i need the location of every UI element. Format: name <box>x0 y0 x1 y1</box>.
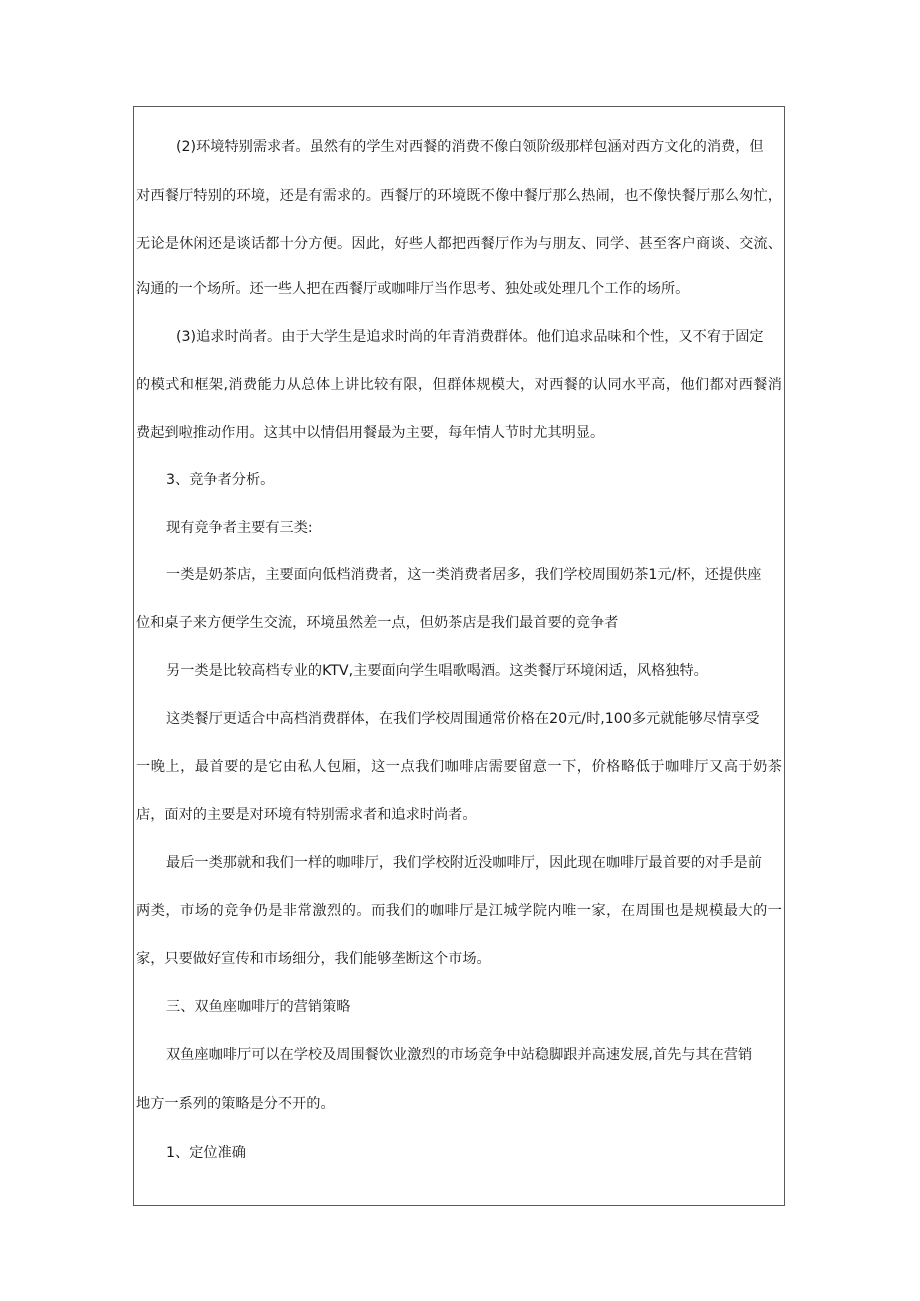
text-line: (3)追求时尚者。由于大学生是追求时尚的年青消费群体。他们追求品味和个性，又不宥于固定 <box>176 329 764 345</box>
text-line: 位和桌子来方便学生交流，环境虽然差一点，但奶茶店是我们最首要的竞争者 <box>136 615 619 631</box>
section-heading: 3、竞争者分析。 <box>166 472 275 488</box>
section-heading: 1、定位准确 <box>166 1145 246 1161</box>
text-line: 无论是休闲还是谈话都十分方便。因此，好些人都把西餐厅作为与朋友、同学、甚至客户商谈、交流、 <box>136 236 782 252</box>
text-line: 两类，市场的竞争仍是非常激烈的。而我们的咖啡厅是江城学院内唯一家，在周围也是规模最大的一 <box>136 903 782 919</box>
text-line: 另一类是比较高档专业的KTV,主要面向学生唱歌喝酒。这类餐厅环境闲适，风格独特。 <box>166 663 708 679</box>
text-line: 这类餐厅更适合中高档消费群体，在我们学校周围通常价格在20元/时,100多元就能够尽情享受 <box>166 711 760 727</box>
text-line: 最后一类那就和我们一样的咖啡厅，我们学校附近没咖啡厅，因此现在咖啡厅最首要的对手是前 <box>166 855 762 871</box>
text-line: 家，只要做好宣传和市场细分，我们能够垄断这个市场。 <box>136 951 491 967</box>
text-line: 双鱼座咖啡厅可以在学校及周围餐饮业激烈的市场竞争中站稳脚跟并高速发展,首先与其在营销 <box>166 1047 753 1063</box>
text-line: 现有竞争者主要有三类: <box>166 520 313 536</box>
text-line: 沟通的一个场所。还一些人把在西餐厅或咖啡厅当作思考、独处或处理几个工作的场所。 <box>136 281 690 297</box>
section-heading: 三、双鱼座咖啡厅的营销策略 <box>166 999 351 1015</box>
text-line: 店，面对的主要是对环境有特别需求者和追求时尚者。 <box>136 807 477 823</box>
text-line: 对西餐厅特别的环境，还是有需求的。西餐厅的环境既不像中餐厅那么热闹，也不像快餐厅那么匆忙， <box>136 188 782 204</box>
text-line: 费起到啦推动作用。这其中以情侣用餐最为主要，每年情人节时尤其明显。 <box>136 425 605 441</box>
page-frame <box>133 106 785 1206</box>
text-line: 一类是奶茶店，主要面向低档消费者，这一类消费者居多，我们学校周围奶茶1元/杯，还提供座 <box>166 567 762 583</box>
text-line: (2)环境特别需求者。虽然有的学生对西餐的消费不像白领阶级那样包涵对西方文化的消费，但 <box>176 139 764 155</box>
text-line: 一晚上，最首要的是它由私人包厢，这一点我们咖啡店需要留意一下，价格略低于咖啡厅又高于奶茶 <box>136 759 782 775</box>
text-line: 地方一系列的策略是分不开的。 <box>136 1096 335 1112</box>
text-line: 的模式和框架,消费能力从总体上讲比较有限，但群体规模大，对西餐的认同水平高，他们都对西餐消 <box>136 377 782 393</box>
